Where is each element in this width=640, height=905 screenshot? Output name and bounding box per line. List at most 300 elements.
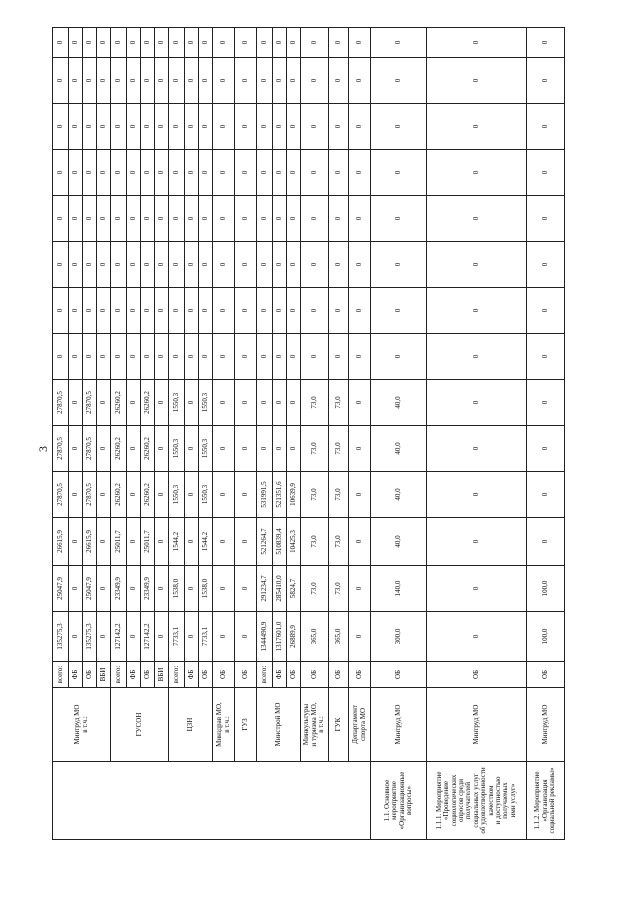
value-cell: 0 [329, 196, 349, 242]
executor-cell: Минтруд МО в т.ч.: [53, 688, 111, 762]
source-cell: ОБ [287, 662, 301, 688]
value-cell: 0 [235, 58, 257, 104]
value-cell: 0 [69, 288, 83, 334]
value-cell: 0 [329, 58, 349, 104]
table-row [301, 28, 329, 840]
value-cell: 365,0 [329, 612, 349, 662]
value-cell: 0 [427, 196, 527, 242]
value-cell: 23349,9 [141, 566, 155, 612]
value-cell: 0 [235, 150, 257, 196]
value-cell: 0 [427, 28, 527, 58]
value-cell: 0 [349, 612, 371, 662]
value-cell: 1538,0 [199, 566, 213, 612]
value-cell: 0 [427, 288, 527, 334]
value-cell: 0 [257, 288, 273, 334]
value-cell: 0 [371, 150, 427, 196]
value-cell: 0 [235, 242, 257, 288]
value-cell: 0 [127, 566, 141, 612]
value-cell: 0 [273, 58, 287, 104]
source-cell: ФБ [273, 662, 287, 688]
source-cell: ОБ [83, 662, 97, 688]
value-cell: 0 [155, 288, 169, 334]
source-cell: ОБ [527, 662, 565, 688]
value-cell: 0 [213, 566, 235, 612]
value-cell: 0 [141, 28, 155, 58]
value-cell: 0 [53, 58, 69, 104]
value-cell: 0 [329, 242, 349, 288]
value-cell: 0 [349, 196, 371, 242]
value-cell: 0 [199, 334, 213, 380]
value-cell: 0 [427, 612, 527, 662]
value-cell: 0 [273, 242, 287, 288]
value-cell: 73,0 [329, 472, 349, 518]
value-cell: 0 [213, 242, 235, 288]
value-cell: 0 [257, 58, 273, 104]
value-cell: 0 [349, 518, 371, 566]
value-cell: 0 [235, 518, 257, 566]
value-cell: 0 [287, 58, 301, 104]
value-cell: 0 [155, 426, 169, 472]
value-cell: 135275,3 [83, 612, 97, 662]
value-cell: 0 [257, 28, 273, 58]
table-row [527, 28, 565, 840]
value-cell: 531991,5 [257, 472, 273, 518]
value-cell: 0 [527, 196, 565, 242]
value-cell: 0 [427, 58, 527, 104]
value-cell: 0 [287, 196, 301, 242]
value-cell: 0 [213, 334, 235, 380]
value-cell: 0 [527, 334, 565, 380]
table-row [329, 28, 349, 840]
value-cell: 25047,9 [83, 566, 97, 612]
value-cell: 0 [97, 288, 111, 334]
value-cell: 0 [527, 288, 565, 334]
value-cell: 0 [111, 196, 127, 242]
value-cell: 0 [273, 288, 287, 334]
value-cell: 0 [273, 150, 287, 196]
value-cell: 0 [127, 242, 141, 288]
source-cell: ФБ [127, 662, 141, 688]
value-cell: 73,0 [301, 472, 329, 518]
value-cell: 0 [127, 196, 141, 242]
value-cell: 0 [111, 58, 127, 104]
source-cell: ФБ [69, 662, 83, 688]
value-cell: 0 [97, 150, 111, 196]
event-cell: 1.1.1. Мероприятие «Проведение социологических опросов среди получателей социальных услуг об удовлетворенности качеством и доступностью получаемых ими услуг» [427, 762, 527, 840]
value-cell: 0 [349, 242, 371, 288]
rotated-content [36, 28, 557, 840]
value-cell: 40,0 [371, 380, 427, 426]
value-cell: 0 [185, 472, 199, 518]
value-cell: 0 [199, 288, 213, 334]
value-cell: 0 [199, 242, 213, 288]
value-cell: 0 [111, 150, 127, 196]
value-cell: 73,0 [329, 426, 349, 472]
value-cell: 0 [235, 426, 257, 472]
value-cell: 0 [185, 380, 199, 426]
value-cell: 0 [527, 242, 565, 288]
value-cell: 0 [349, 28, 371, 58]
value-cell: 0 [235, 28, 257, 58]
value-cell: 0 [97, 104, 111, 150]
value-cell: 0 [169, 28, 185, 58]
event-cell: 1.1. Основное мероприятие «Организационные вопросы» [371, 762, 427, 840]
table-row [235, 28, 257, 840]
value-cell: 0 [155, 566, 169, 612]
value-cell: 0 [213, 426, 235, 472]
value-cell: 26615,9 [83, 518, 97, 566]
value-cell: 0 [427, 566, 527, 612]
value-cell: 0 [235, 566, 257, 612]
value-cell: 0 [329, 104, 349, 150]
value-cell: 0 [69, 196, 83, 242]
value-cell: 0 [527, 518, 565, 566]
value-cell: 0 [185, 150, 199, 196]
value-cell: 0 [257, 426, 273, 472]
value-cell: 0 [97, 334, 111, 380]
executor-cell: ГУСОН [111, 688, 169, 762]
value-cell: 0 [527, 58, 565, 104]
value-cell: 0 [349, 566, 371, 612]
value-cell: 1550,3 [199, 472, 213, 518]
value-cell: 73,0 [329, 380, 349, 426]
value-cell: 0 [141, 58, 155, 104]
value-cell: 40,0 [371, 518, 427, 566]
value-cell: 0 [349, 380, 371, 426]
source-cell: ОБ [199, 662, 213, 688]
value-cell: 291234,7 [257, 566, 273, 612]
value-cell: 0 [127, 104, 141, 150]
value-cell: 0 [427, 104, 527, 150]
value-cell: 0 [185, 104, 199, 150]
value-cell: 0 [349, 334, 371, 380]
table-row [349, 28, 371, 840]
source-cell: всего: [169, 662, 185, 688]
value-cell: 7733,1 [169, 612, 185, 662]
value-cell: 0 [427, 334, 527, 380]
value-cell: 0 [69, 104, 83, 150]
value-cell: 7733,1 [199, 612, 213, 662]
value-cell: 0 [301, 242, 329, 288]
value-cell: 285410,0 [273, 566, 287, 612]
value-cell: 1550,3 [199, 426, 213, 472]
value-cell: 26260,2 [111, 472, 127, 518]
value-cell: 0 [69, 566, 83, 612]
value-cell: 0 [69, 518, 83, 566]
page-number: 3 [36, 446, 50, 452]
value-cell: 100,0 [527, 612, 565, 662]
executor-cell: Минстрой МО [257, 688, 301, 762]
value-cell: 0 [301, 28, 329, 58]
value-cell: 0 [257, 196, 273, 242]
value-cell: 0 [155, 612, 169, 662]
value-cell: 0 [141, 104, 155, 150]
value-cell: 0 [371, 288, 427, 334]
value-cell: 0 [97, 58, 111, 104]
executor-cell: Минздрав МО, в т.ч.: [213, 688, 235, 762]
value-cell: 0 [301, 196, 329, 242]
value-cell: 0 [349, 150, 371, 196]
value-cell: 0 [427, 426, 527, 472]
value-cell: 0 [199, 28, 213, 58]
value-cell: 0 [329, 334, 349, 380]
value-cell: 0 [169, 196, 185, 242]
value-cell: 0 [257, 334, 273, 380]
value-cell: 0 [169, 242, 185, 288]
value-cell: 0 [185, 566, 199, 612]
value-cell: 127142,2 [111, 612, 127, 662]
value-cell: 0 [83, 196, 97, 242]
value-cell: 0 [53, 28, 69, 58]
value-cell: 0 [199, 150, 213, 196]
value-cell: 0 [213, 104, 235, 150]
executor-cell: Минкультуры и туризма МО, в т.ч.: [301, 688, 329, 762]
value-cell: 0 [53, 196, 69, 242]
executor-cell: Минтруд МО [371, 688, 427, 762]
value-cell: 0 [213, 472, 235, 518]
value-cell: 0 [141, 288, 155, 334]
value-cell: 0 [53, 150, 69, 196]
source-cell: ВБИ [155, 662, 169, 688]
value-cell: 0 [287, 242, 301, 288]
value-cell: 0 [83, 334, 97, 380]
source-cell: ОБ [329, 662, 349, 688]
value-cell: 0 [97, 380, 111, 426]
table-row [257, 28, 273, 840]
value-cell: 0 [427, 518, 527, 566]
value-cell: 40,0 [371, 472, 427, 518]
value-cell: 0 [155, 28, 169, 58]
value-cell: 0 [527, 380, 565, 426]
value-cell: 0 [287, 28, 301, 58]
value-cell: 0 [527, 426, 565, 472]
value-cell: 0 [69, 472, 83, 518]
value-cell: 0 [97, 28, 111, 58]
value-cell: 0 [235, 612, 257, 662]
value-cell: 0 [213, 58, 235, 104]
source-cell: ОБ [371, 662, 427, 688]
value-cell: 0 [185, 288, 199, 334]
value-cell: 0 [97, 566, 111, 612]
value-cell: 73,0 [329, 566, 349, 612]
value-cell: 0 [199, 104, 213, 150]
source-cell: всего: [257, 662, 273, 688]
table-row [371, 28, 427, 840]
value-cell: 0 [53, 334, 69, 380]
value-cell: 0 [83, 28, 97, 58]
value-cell: 0 [235, 288, 257, 334]
value-cell: 73,0 [301, 518, 329, 566]
value-cell: 0 [155, 334, 169, 380]
value-cell: 365,0 [301, 612, 329, 662]
value-cell: 0 [155, 518, 169, 566]
value-cell: 0 [69, 58, 83, 104]
value-cell: 0 [301, 288, 329, 334]
value-cell: 27870,5 [53, 426, 69, 472]
executor-cell: Департамент спорта МО [349, 688, 371, 762]
value-cell: 0 [97, 242, 111, 288]
value-cell: 0 [235, 380, 257, 426]
value-cell: 0 [329, 288, 349, 334]
value-cell: 0 [53, 104, 69, 150]
value-cell: 0 [69, 334, 83, 380]
value-cell: 23349,9 [111, 566, 127, 612]
value-cell: 0 [301, 150, 329, 196]
value-cell: 0 [111, 28, 127, 58]
value-cell: 0 [111, 288, 127, 334]
value-cell: 0 [235, 104, 257, 150]
value-cell: 0 [427, 380, 527, 426]
event-cell: 1.1.2. Мероприятие «Организация социальной рекламы» [527, 762, 565, 840]
value-cell: 1550,3 [169, 472, 185, 518]
value-cell: 0 [427, 472, 527, 518]
executor-cell: ЦЗН [169, 688, 213, 762]
value-cell: 0 [111, 242, 127, 288]
value-cell: 0 [53, 242, 69, 288]
value-cell: 0 [97, 426, 111, 472]
value-cell: 0 [213, 518, 235, 566]
value-cell: 521351,6 [273, 472, 287, 518]
value-cell: 0 [155, 150, 169, 196]
table-row [169, 28, 185, 840]
value-cell: 0 [69, 28, 83, 58]
value-cell: 0 [185, 242, 199, 288]
value-cell: 0 [69, 380, 83, 426]
value-cell: 0 [127, 288, 141, 334]
value-cell: 0 [371, 28, 427, 58]
value-cell: 0 [83, 242, 97, 288]
value-cell: 0 [127, 472, 141, 518]
value-cell: 0 [185, 58, 199, 104]
value-cell: 0 [53, 288, 69, 334]
value-cell: 0 [111, 104, 127, 150]
value-cell: 0 [273, 380, 287, 426]
source-cell: ОБ [141, 662, 155, 688]
value-cell: 0 [427, 242, 527, 288]
value-cell: 0 [235, 472, 257, 518]
value-cell: 0 [127, 150, 141, 196]
value-cell: 40,0 [371, 426, 427, 472]
value-cell: 1538,0 [169, 566, 185, 612]
value-cell: 0 [257, 150, 273, 196]
value-cell: 0 [527, 104, 565, 150]
value-cell: 0 [155, 196, 169, 242]
value-cell: 10425,3 [287, 518, 301, 566]
value-cell: 73,0 [301, 426, 329, 472]
value-cell: 0 [169, 58, 185, 104]
source-cell: ОБ [427, 662, 527, 688]
value-cell: 0 [257, 242, 273, 288]
source-cell: ОБ [301, 662, 329, 688]
value-cell: 0 [301, 334, 329, 380]
value-cell: 1544,2 [199, 518, 213, 566]
value-cell: 0 [427, 150, 527, 196]
value-cell: 0 [155, 104, 169, 150]
value-cell: 0 [213, 380, 235, 426]
table-row [427, 28, 527, 840]
value-cell: 0 [329, 28, 349, 58]
value-cell: 0 [185, 196, 199, 242]
value-cell: 5824,7 [287, 566, 301, 612]
source-cell: всего: [111, 662, 127, 688]
value-cell: 0 [235, 334, 257, 380]
value-cell: 1550,3 [169, 426, 185, 472]
value-cell: 0 [287, 334, 301, 380]
value-cell: 0 [111, 334, 127, 380]
value-cell: 0 [301, 58, 329, 104]
executor-cell: ГУЗ [235, 688, 257, 762]
value-cell: 0 [273, 104, 287, 150]
value-cell: 0 [69, 242, 83, 288]
source-cell: ФБ [185, 662, 199, 688]
value-cell: 0 [141, 334, 155, 380]
value-cell: 0 [213, 196, 235, 242]
value-cell: 0 [127, 380, 141, 426]
value-cell: 26615,9 [53, 518, 69, 566]
value-cell: 73,0 [301, 566, 329, 612]
value-cell: 0 [371, 242, 427, 288]
value-cell: 0 [213, 28, 235, 58]
value-cell: 0 [185, 612, 199, 662]
value-cell: 0 [349, 288, 371, 334]
value-cell: 26260,2 [141, 426, 155, 472]
value-cell: 0 [169, 288, 185, 334]
value-cell: 0 [199, 58, 213, 104]
value-cell: 0 [97, 518, 111, 566]
value-cell: 300,0 [371, 612, 427, 662]
value-cell: 0 [141, 242, 155, 288]
value-cell: 1550,3 [169, 380, 185, 426]
value-cell: 0 [371, 58, 427, 104]
value-cell: 25047,9 [53, 566, 69, 612]
source-cell: ОБ [235, 662, 257, 688]
value-cell: 0 [155, 472, 169, 518]
value-cell: 0 [127, 58, 141, 104]
value-cell: 0 [213, 612, 235, 662]
value-cell: 25011,7 [141, 518, 155, 566]
value-cell: 0 [185, 28, 199, 58]
value-cell: 0 [301, 104, 329, 150]
budget-table [52, 27, 565, 840]
value-cell: 0 [83, 150, 97, 196]
value-cell: 0 [349, 58, 371, 104]
value-cell: 1344490,9 [257, 612, 273, 662]
value-cell: 26260,2 [111, 380, 127, 426]
value-cell: 0 [213, 288, 235, 334]
value-cell: 0 [169, 334, 185, 380]
value-cell: 100,0 [527, 566, 565, 612]
value-cell: 26260,2 [141, 472, 155, 518]
value-cell: 135275,3 [53, 612, 69, 662]
value-cell: 27870,5 [83, 426, 97, 472]
value-cell: 0 [185, 334, 199, 380]
table-row [213, 28, 235, 840]
executor-cell: ГУК [329, 688, 349, 762]
value-cell: 0 [287, 380, 301, 426]
value-cell: 0 [371, 196, 427, 242]
value-cell: 0 [185, 518, 199, 566]
value-cell: 1550,3 [199, 380, 213, 426]
value-cell: 27870,5 [53, 380, 69, 426]
value-cell: 73,0 [329, 518, 349, 566]
value-cell: 26260,2 [111, 426, 127, 472]
value-cell: 0 [273, 196, 287, 242]
value-cell: 510839,4 [273, 518, 287, 566]
value-cell: 0 [127, 518, 141, 566]
value-cell: 521264,7 [257, 518, 273, 566]
value-cell: 0 [349, 426, 371, 472]
value-cell: 0 [97, 472, 111, 518]
